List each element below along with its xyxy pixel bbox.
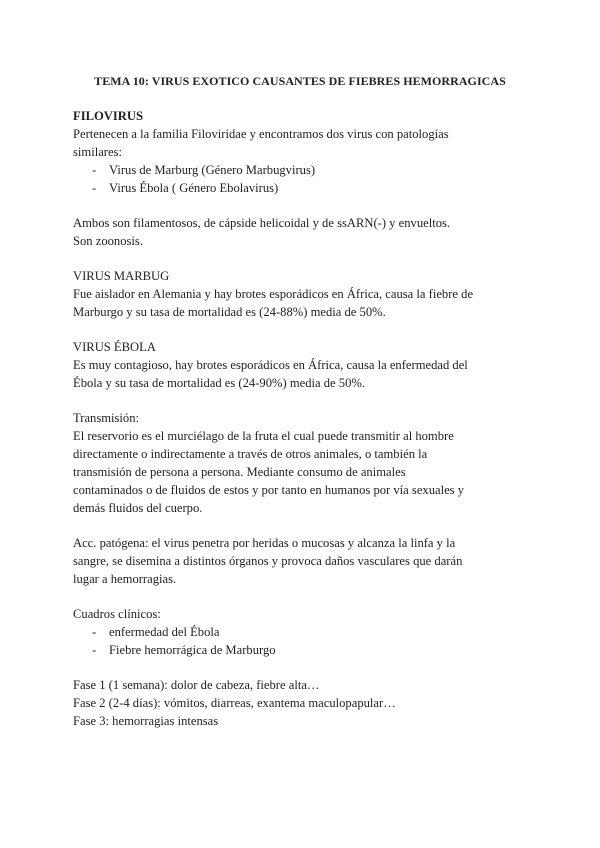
filovirus-intro-line-2: similares:: [73, 145, 122, 159]
marburg-text-line-2: Marburgo y su tasa de mortalidad es (24-88%) media de 50%.: [73, 305, 386, 319]
transmision-text-line-3: transmisión de persona a persona. Mediante consumo de animales: [73, 465, 406, 479]
ebola-text-line-1: Es muy contagioso, hay brotes esporádicos en África, causa la enfermedad del: [73, 358, 468, 372]
bullet-enfermedad-ebola: enfermedad del Ébola: [109, 625, 220, 639]
transmision-text-line-5: demás fluidos del cuerpo.: [73, 501, 203, 515]
patogena-text-line-1: Acc. patógena: el virus penetra por heridas o mucosas y alcanza la linfa y la: [73, 536, 456, 550]
fase-3: Fase 3: hemorragias intensas: [73, 714, 219, 728]
fase-1: Fase 1 (1 semana): dolor de cabeza, fiebre alta…: [73, 678, 320, 692]
bullet-marker: -: [92, 163, 97, 177]
transmision-heading: Transmisión:: [73, 411, 140, 425]
marburg-text-line-1: Fue aislador en Alemania y hay brotes esporádicos en África, causa la fiebre de: [73, 287, 474, 301]
filovirus-intro-line-1: Pertenecen a la familia Filoviridae y encontramos dos virus con patologías: [73, 127, 449, 141]
bullet-ebola: Virus Ébola ( Género Ebolavirus): [109, 181, 279, 195]
ebola-heading: VIRUS ÉBOLA: [73, 340, 156, 354]
transmision-text-line-1: El reservorio es el murciélago de la fruta el cual puede transmitir al hombre: [73, 429, 454, 443]
patogena-text-line-3: lugar a hemorragias.: [73, 572, 177, 586]
bullet-marker: -: [92, 643, 97, 657]
bullet-fiebre-marburgo: Fiebre hemorrágica de Marburgo: [109, 643, 276, 657]
bullet-marburg: Virus de Marburg (Género Marbugvirus): [109, 163, 316, 177]
filovirus-desc-line-1: Ambos son filamentosos, de cápside helicoidal y de ssARN(-) y envueltos.: [73, 216, 451, 230]
cuadros-heading: Cuadros clínicos:: [73, 607, 161, 621]
marburg-heading: VIRUS MARBUG: [73, 269, 170, 283]
transmision-text-line-4: contaminados o de fluidos de estos y por tanto en humanos por vía sexuales y: [73, 483, 465, 497]
transmision-text-line-2: directamente o indirectamente a través de otros animales, o también la: [73, 447, 428, 461]
fase-2: Fase 2 (2-4 días): vómitos, diarreas, exantema maculopapular…: [73, 696, 396, 710]
ebola-text-line-2: Ébola y su tasa de mortalidad es (24-90%) media de 50%.: [73, 376, 366, 390]
filovirus-heading: FILOVIRUS: [73, 109, 143, 123]
filovirus-desc-line-2: Son zoonosis.: [73, 234, 143, 248]
bullet-marker: -: [92, 625, 97, 639]
bullet-marker: -: [92, 181, 97, 195]
patogena-text-line-2: sangre, se disemina a distintos órganos y provoca daños vasculares que darán: [73, 554, 463, 568]
page-title: TEMA 10: VIRUS EXOTICO CAUSANTES DE FIEBRES HEMORRAGICAS: [94, 74, 506, 88]
